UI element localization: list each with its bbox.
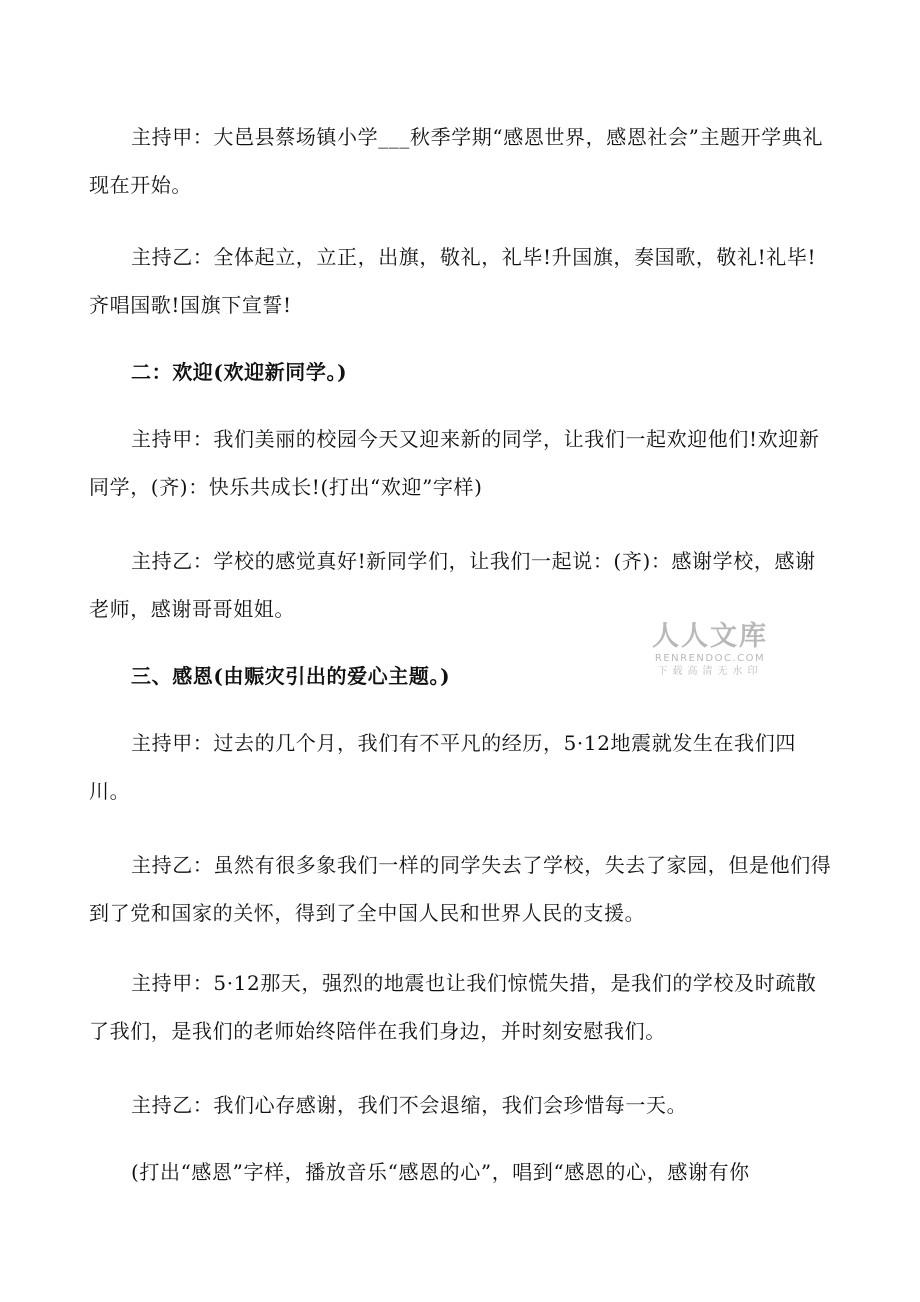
watermark-logo (640, 622, 780, 678)
paragraph-host-a-welcome: 主持甲：我们美丽的校园今天又迎来新的同学，让我们一起欢迎他们!欢迎新同学，(齐)：快乐共成长!(打出“欢迎”字样) (89, 427, 820, 499)
watermark-title: 人人文库 (652, 621, 768, 652)
paragraph-host-a-evacuation: 主持甲：5·12那天，强烈的地震也让我们惊慌失措，是我们的学校及时疏散了我们，是我们的老师始终陪伴在我们身边，并时刻安慰我们。 (89, 971, 817, 1043)
paragraph-music-cue: (打出“感恩”字样，播放音乐“感恩的心”，唱到“感恩的心，感谢有你 (131, 1160, 750, 1184)
section-heading-gratitude: 三、感恩(由赈灾引出的爱心主题。) (131, 664, 451, 688)
section-heading-welcome: 二：欢迎(欢迎新同学。) (131, 360, 348, 384)
paragraph-host-b-flag-ceremony: 主持乙：全体起立，立正，出旗，敬礼，礼毕!升国旗，奏国歌，敬礼!礼毕!齐唱国歌!国旗下宣誓! (89, 245, 817, 317)
watermark-subtitle: 下载高清无水印 (657, 666, 763, 677)
paragraph-host-b-support: 主持乙：虽然有很多象我们一样的同学失去了学校，失去了家园，但是他们得到了党和国家的关怀，得到了全中国人民和世界人民的支援。 (89, 853, 832, 925)
paragraph-host-b-thanks: 主持乙：学校的感觉真好!新同学们，让我们一起说：(齐)：感谢学校，感谢老师，感谢哥哥姐姐。 (89, 549, 816, 621)
watermark-url: RENRENDOC.COM (654, 653, 766, 664)
paragraph-host-a-earthquake: 主持甲：过去的几个月，我们有不平凡的经历，5·12地震就发生在我们四川。 (89, 731, 796, 803)
paragraph-host-a-opening: 主持甲：大邑县蔡场镇小学___秋季学期“感恩世界，感恩社会”主题开学典礼现在开始。 (89, 125, 824, 197)
paragraph-host-b-cherish: 主持乙：我们心存感谢，我们不会退缩，我们会珍惜每一天。 (131, 1093, 688, 1117)
